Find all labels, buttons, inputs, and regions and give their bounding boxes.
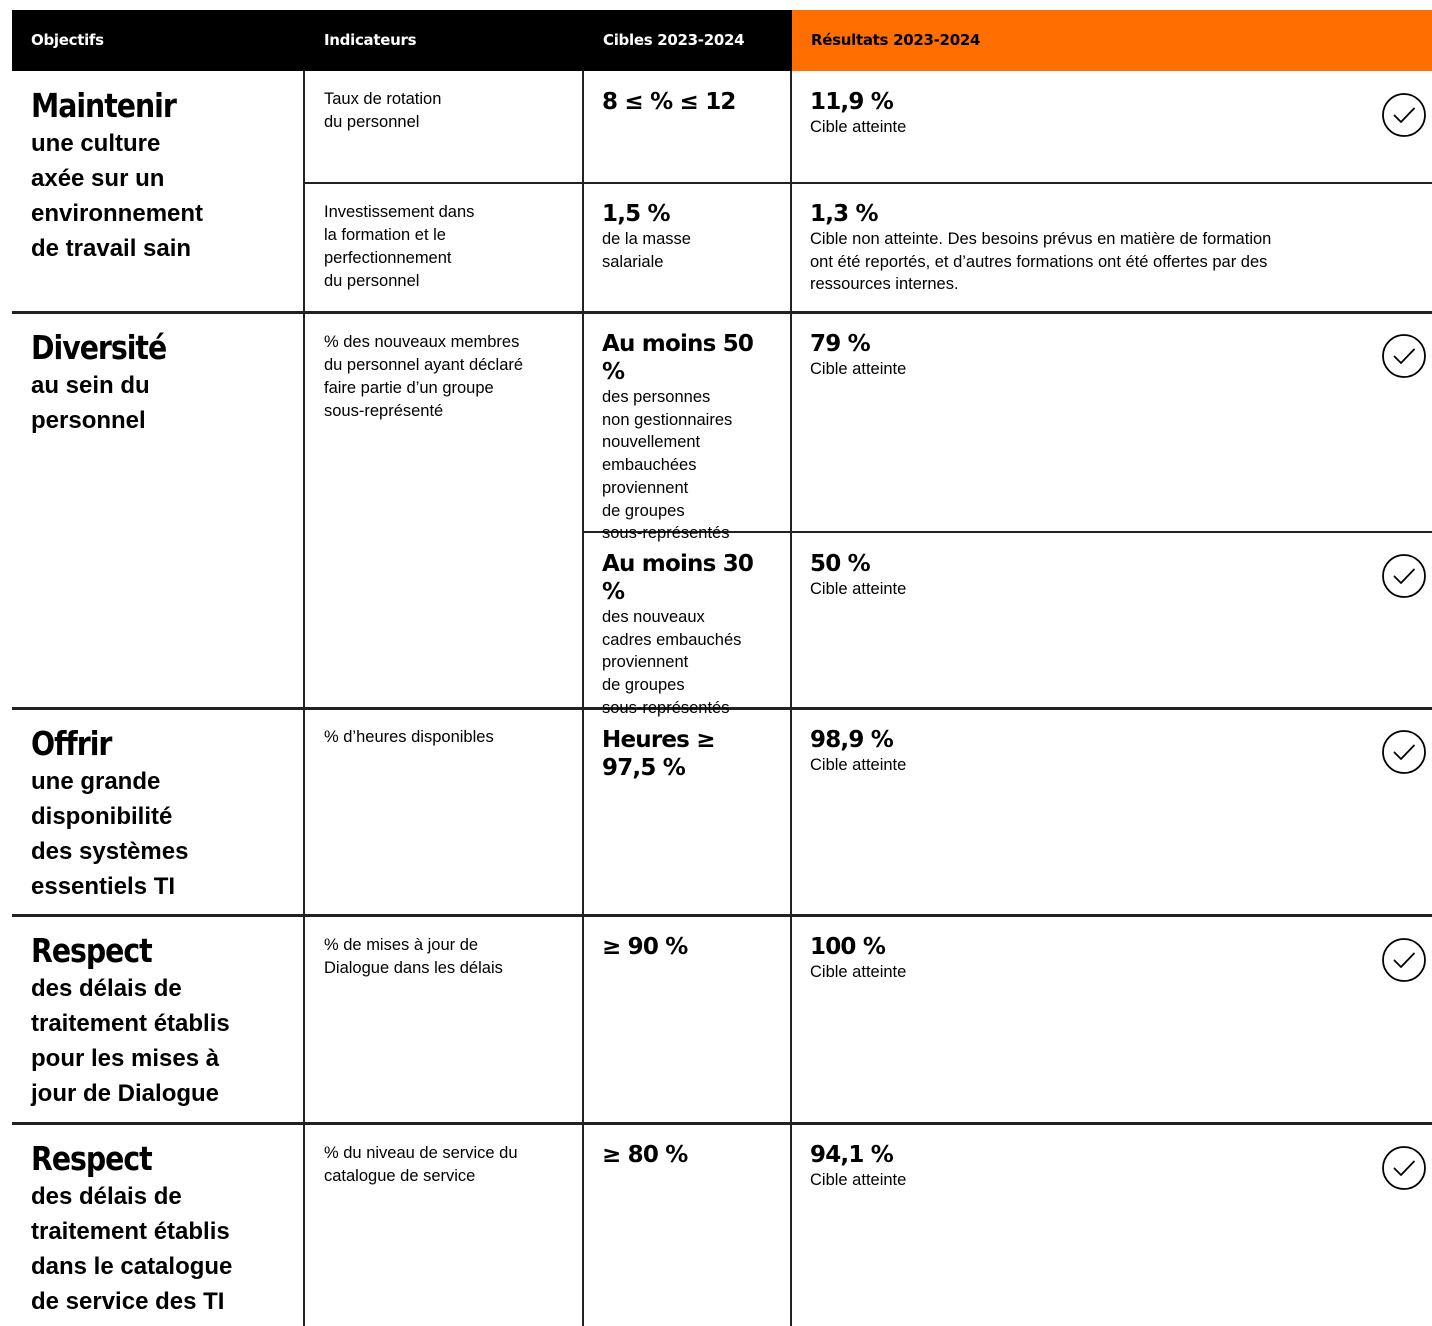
objective-maintenir (31, 86, 301, 266)
target-value: Au moins 30 % (602, 551, 754, 605)
indicator-text: % du niveau de service du catalogue de service (324, 1144, 518, 1185)
check-circle-icon (1381, 1145, 1427, 1191)
objective-offrir (31, 724, 301, 904)
header-cibles: Cibles 2023-2024 (584, 10, 792, 71)
result-description: Cible atteinte (810, 118, 907, 136)
result-value: 11,9 % (810, 89, 893, 115)
result-cell (810, 330, 1350, 381)
result-description: Cible atteinte (810, 963, 907, 981)
target-value: 1,5 % (602, 201, 670, 227)
indicator-text: % des nouveaux membres du personnel ayant déclaré faire partie d’un groupe sous-représenté (324, 333, 524, 420)
result-description: Cible atteinte (810, 580, 907, 598)
row-divider (303, 182, 1432, 184)
result-cell (810, 550, 1350, 601)
target-cell (602, 1141, 782, 1169)
header-objectifs: Objectifs (12, 10, 305, 71)
target-description: de la masse salariale (602, 230, 691, 271)
row-divider (12, 311, 1432, 314)
objective-subtitle: des délais de traitement établis pour les mises à jour de Dialogue (31, 975, 230, 1107)
objective-title: Respect (31, 931, 152, 970)
objective-title: Respect (31, 1139, 152, 1178)
result-description: Cible atteinte (810, 1171, 907, 1189)
indicator-text: Taux de rotation du personnel (324, 90, 442, 131)
table-header (12, 10, 1432, 71)
result-cell (810, 1141, 1350, 1192)
target-description: des personnes non gestionnaires nouvellement embauchées proviennent de groupes sous-représentés (602, 388, 733, 543)
target-cell (602, 726, 782, 782)
target-cell (602, 200, 782, 273)
check-circle-icon (1381, 92, 1427, 138)
result-value: 79 % (810, 331, 870, 357)
column-divider (303, 71, 305, 1326)
check-circle-icon (1381, 937, 1427, 983)
header-indicateurs: Indicateurs (305, 10, 584, 71)
check-circle-icon (1381, 729, 1427, 775)
indicator-text: % de mises à jour de Dialogue dans les délais (324, 936, 503, 977)
result-value: 94,1 % (810, 1142, 893, 1168)
target-value: ≥ 80 % (602, 1142, 688, 1168)
objective-subtitle: des délais de traitement établis dans le catalogue de service des TI (31, 1183, 233, 1315)
target-value: Heures ≥ 97,5 % (602, 727, 715, 781)
objective-respect-dialogue (31, 931, 301, 1111)
result-description: Cible atteinte (810, 360, 907, 378)
check-circle-icon (1381, 333, 1427, 379)
target-value: 8 ≤ % ≤ 12 (602, 89, 736, 115)
target-cell (602, 88, 782, 116)
check-circle-icon (1381, 553, 1427, 599)
objective-title: Offrir (31, 724, 112, 763)
objective-diversite (31, 328, 301, 438)
objective-title: Diversité (31, 328, 167, 367)
indicator-text: Investissement dans la formation et le perfectionnement du personnel (324, 203, 475, 290)
target-cell (602, 933, 782, 961)
result-description: Cible non atteinte. Des besoins prévus en matière de formation ont été reportés, et d’autres formations ont été offertes par des ressources internes. (810, 230, 1272, 293)
result-value: 98,9 % (810, 727, 893, 753)
column-divider (790, 71, 792, 1326)
result-cell (810, 200, 1350, 296)
result-value: 50 % (810, 551, 870, 577)
target-description: des nouveaux cadres embauchés proviennent de groupes sous-représentés (602, 608, 742, 717)
result-cell (810, 88, 1350, 139)
result-cell (810, 726, 1350, 777)
objective-respect-catalogue (31, 1139, 301, 1319)
objective-subtitle: une culture axée sur un environnement de travail sain (31, 130, 204, 262)
target-cell (602, 550, 782, 720)
target-value: Au moins 50 % (602, 331, 754, 385)
target-value: ≥ 90 % (602, 934, 688, 960)
row-divider (12, 1122, 1432, 1125)
row-divider (12, 914, 1432, 917)
header-resultats: Résultats 2023-2024 (792, 10, 1432, 71)
result-value: 1,3 % (810, 201, 878, 227)
target-cell (602, 330, 782, 545)
result-description: Cible atteinte (810, 756, 907, 774)
objective-subtitle: au sein du personnel (31, 372, 150, 434)
result-value: 100 % (810, 934, 886, 960)
column-divider (582, 71, 584, 1326)
result-cell (810, 933, 1350, 984)
objective-subtitle: une grande disponibilité des systèmes essentiels TI (31, 768, 189, 900)
objective-title: Maintenir (31, 86, 176, 125)
indicator-text: % d’heures disponibles (324, 728, 494, 746)
